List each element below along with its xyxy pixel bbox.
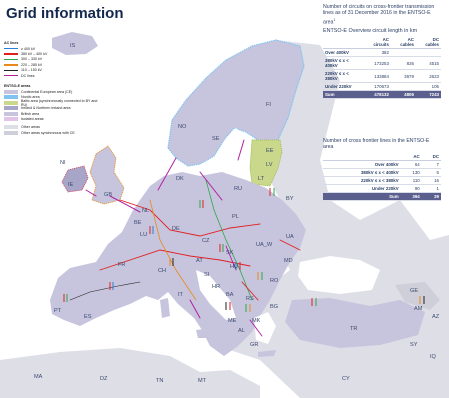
table-cell xyxy=(391,83,416,91)
table-cell: 3979 xyxy=(391,70,416,83)
label-AZ: AZ xyxy=(432,314,440,320)
label-IE: IE xyxy=(68,182,74,188)
label-EE: EE xyxy=(266,148,274,154)
label-NI: NI xyxy=(60,160,66,166)
legend-ac-swatch xyxy=(4,70,18,71)
table-cell xyxy=(391,49,416,57)
row-label: Over 400kV xyxy=(323,49,364,57)
label-LU: LU xyxy=(140,232,148,238)
legend-other-label: Other areas xyxy=(21,125,40,130)
table-cell: 170673 xyxy=(364,83,391,91)
label-MK: MK xyxy=(252,318,261,324)
circuit-length-table xyxy=(323,36,441,99)
table-cell: 826 xyxy=(391,57,416,70)
table-header-row xyxy=(323,153,441,161)
map-legend xyxy=(4,40,104,135)
table-cell: 173253 xyxy=(364,57,391,70)
legend-area-label: Ireland & Northern Ireland area xyxy=(21,106,71,111)
table-cell: 1 xyxy=(422,184,441,192)
table-cell: 133884 xyxy=(364,70,391,83)
label-CH: CH xyxy=(158,268,167,274)
legend-ac-label: 380 kV – 400 kV xyxy=(21,52,48,57)
legend-area-label: Isolated areas xyxy=(21,116,44,121)
label-TN: TN xyxy=(156,378,164,384)
label-GR: GR xyxy=(250,342,259,348)
label-ES: ES xyxy=(84,314,92,320)
label-NL: NL xyxy=(142,208,150,214)
row-label: 220kV ≤ x < 380kV xyxy=(323,70,364,83)
label-AT: AT xyxy=(196,258,203,264)
table-cell: 7243 xyxy=(416,91,441,99)
row-label: 220kV ≤ x < 380kV xyxy=(323,176,401,184)
label-IT: IT xyxy=(178,292,183,298)
label-FI: FI xyxy=(266,102,271,108)
label-MT: MT xyxy=(198,378,207,384)
table-cell: 110 xyxy=(401,176,422,184)
row-label: Sum xyxy=(323,192,401,200)
table-cell: 7 xyxy=(422,160,441,168)
legend-area-label: British area xyxy=(21,111,40,116)
legend-ac-label: ≥ 400 kV xyxy=(21,46,36,51)
legend-areas-header: ENTSO-E areas xyxy=(4,84,31,89)
label-BE: BE xyxy=(134,220,142,226)
label-HU: HU xyxy=(230,264,239,270)
table-cell: 105 xyxy=(416,83,441,91)
label-PT: PT xyxy=(54,308,62,314)
legend-area-label: Continental European area (CE) xyxy=(21,90,73,95)
row-label: Sum xyxy=(323,91,364,99)
label-GB: GB xyxy=(104,192,113,198)
table-row xyxy=(323,70,441,83)
table-row xyxy=(323,184,441,192)
label-UA-W: UA_W xyxy=(256,242,273,248)
table-cell: 478132 xyxy=(364,91,391,99)
label-BA: BA xyxy=(226,292,234,298)
table-cell: 130 xyxy=(401,168,422,176)
legend-ac-header: AC lines xyxy=(4,41,19,45)
table-cell: 5 xyxy=(422,168,441,176)
label-SE: SE xyxy=(212,136,220,142)
label-LV: LV xyxy=(266,162,273,168)
legend-ac-swatch xyxy=(4,48,18,49)
table-row xyxy=(323,176,441,184)
legend-ac-swatch xyxy=(4,53,18,54)
label-DE: DE xyxy=(172,226,180,232)
label-PL: PL xyxy=(232,214,239,220)
label-HR: HR xyxy=(212,284,221,290)
sum-row xyxy=(323,91,441,99)
cross-frontier-panel xyxy=(323,138,441,201)
legend-other-label: Other areas synchronous with CE xyxy=(21,130,75,135)
label-SI: SI xyxy=(204,272,210,278)
label-SK: SK xyxy=(226,250,234,256)
legend-other-list xyxy=(4,125,104,136)
legend-ac-label: 220 – 285 kV xyxy=(21,62,43,67)
label-DK: DK xyxy=(176,176,184,182)
legend-area-swatch xyxy=(4,90,18,94)
column-header xyxy=(323,153,401,161)
legend-other-row xyxy=(4,130,104,135)
table-cell: 29 xyxy=(422,192,441,200)
label-AL: AL xyxy=(238,328,245,334)
label-BY: BY xyxy=(286,196,294,202)
label-RO: RO xyxy=(270,278,279,284)
column-header: DC cables xyxy=(416,36,441,49)
panel1-subtitle: ENTSO-E Overview circuit length in km xyxy=(323,27,418,34)
label-TR: TR xyxy=(350,326,358,332)
table-cell: 2623 xyxy=(416,70,441,83)
legend-area-label: Baltic area (synchronously connected to BY and RU) xyxy=(20,98,98,107)
legend-area-label: Nordic area xyxy=(21,95,40,100)
label-MD: MD xyxy=(284,258,293,264)
legend-dc-swatch xyxy=(4,75,18,76)
legend-area-swatch xyxy=(4,112,18,116)
label-DZ: DZ xyxy=(100,376,108,382)
label-SY: SY xyxy=(410,342,418,348)
table-row xyxy=(323,160,441,168)
legend-ac-label: 110 – 150 kV xyxy=(21,68,42,73)
label-FR: FR xyxy=(118,262,126,268)
legend-other-swatch xyxy=(4,125,18,129)
label-UA: UA xyxy=(286,234,294,240)
table-cell: 16 xyxy=(422,176,441,184)
legend-other-swatch xyxy=(4,131,18,135)
label-RU: RU xyxy=(234,186,243,192)
label-GE: GE xyxy=(410,288,419,294)
label-LT: LT xyxy=(258,176,265,182)
sum-row xyxy=(323,192,441,200)
column-header: AC cables xyxy=(391,36,416,49)
table-row xyxy=(323,83,441,91)
circuit-length-panel xyxy=(323,4,441,99)
legend-area-row xyxy=(4,116,104,121)
legend-area-swatch xyxy=(4,95,18,99)
label-CZ: CZ xyxy=(202,238,210,244)
label-IS: IS xyxy=(70,43,76,49)
row-label: Over 400kV xyxy=(323,160,401,168)
label-IQ: IQ xyxy=(430,354,436,360)
column-header: AC xyxy=(401,153,422,161)
label-MA: MA xyxy=(34,374,43,380)
legend-ac-swatch xyxy=(4,59,18,60)
legend-ac-list xyxy=(4,46,104,73)
table-cell: 4806 xyxy=(391,91,416,99)
legend-area-swatch xyxy=(4,117,18,121)
legend-area-swatch xyxy=(4,101,18,105)
row-label: Under 220kV xyxy=(323,184,401,192)
legend-area-swatch xyxy=(4,106,18,110)
legend-area-list xyxy=(4,89,104,121)
legend-dc-label: DC lines xyxy=(21,73,35,78)
page-title: Grid information xyxy=(6,5,124,22)
table-cell: 90 xyxy=(401,184,422,192)
panel2-title: Number of cross frontier lines in the ENTSO-E area xyxy=(323,138,430,151)
table-cell: 394 xyxy=(401,192,422,200)
row-label: Under 220kV xyxy=(323,83,364,91)
column-header: AC circuits xyxy=(364,36,391,49)
table-header-row xyxy=(323,36,441,49)
table-row xyxy=(323,49,441,57)
legend-ac-label: 300 – 330 kV xyxy=(21,57,43,62)
label-AM: AM xyxy=(414,306,423,312)
table-cell: 4515 xyxy=(416,57,441,70)
label-RS: RS xyxy=(246,296,254,302)
table-cell: 382 xyxy=(364,49,391,57)
label-NO: NO xyxy=(178,124,187,130)
table-row xyxy=(323,57,441,70)
legend-ac-swatch xyxy=(4,64,18,65)
label-ME: ME xyxy=(228,318,237,324)
label-BG: BG xyxy=(270,304,279,310)
table-cell xyxy=(416,49,441,57)
column-header: DC xyxy=(422,153,441,161)
legend-dc-row xyxy=(4,73,104,78)
cross-frontier-table xyxy=(323,153,441,201)
column-header xyxy=(323,36,364,49)
row-label: 380kV ≤ x < 400kV xyxy=(323,57,364,70)
label-CY: CY xyxy=(342,376,350,382)
row-label: 380kV ≤ x < 400kV xyxy=(323,168,401,176)
table-row xyxy=(323,168,441,176)
panel1-title: Number of circuits on cross-frontier transmission lines as of 31 December 2016 in the ENTSO-E area$^1$ xyxy=(323,4,435,26)
table-cell: 64 xyxy=(401,160,422,168)
